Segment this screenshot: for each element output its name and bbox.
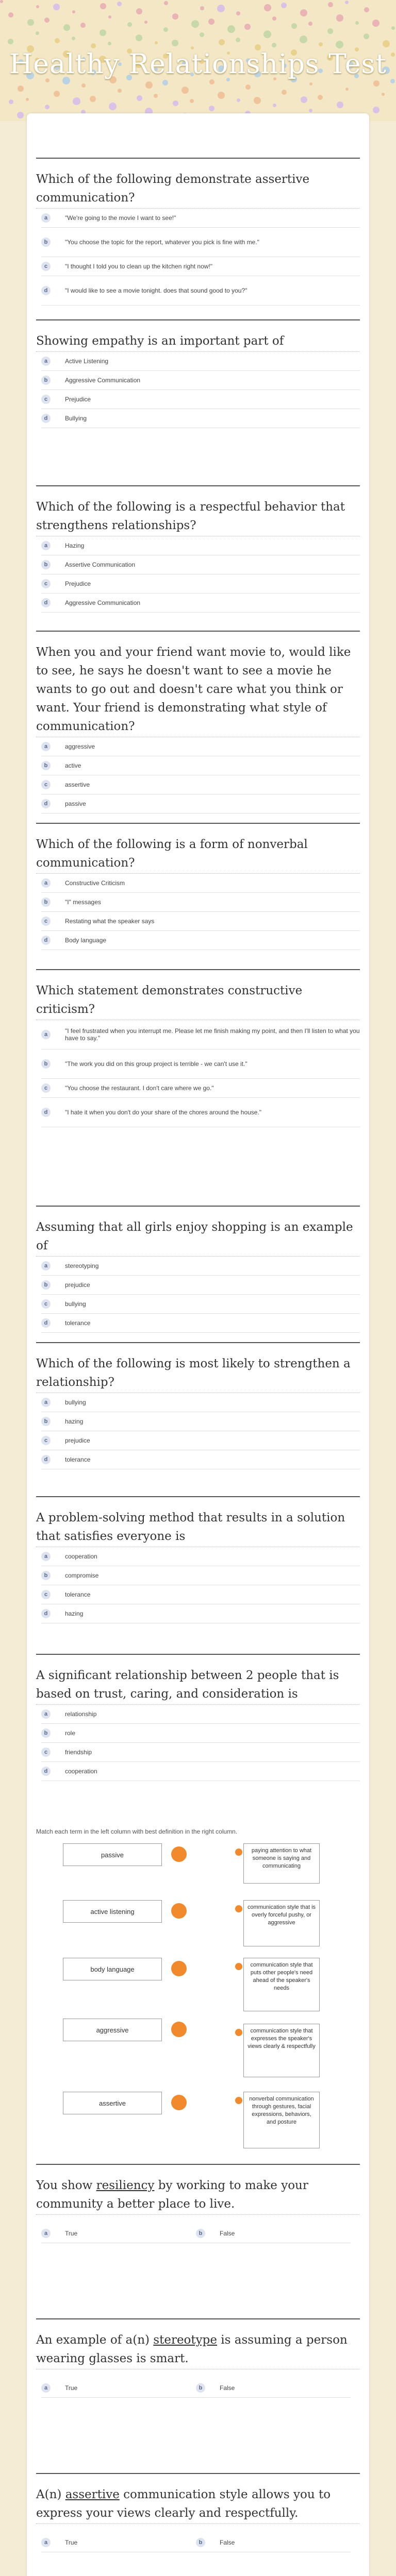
confetti-dot [17,112,24,118]
option-label: prejudice [65,1281,90,1289]
question-text: Which of the following demonstrate assertive communication? [36,173,310,205]
confetti-dot [0,0,3,3]
option-label: role [65,1730,76,1737]
page-title: Healthy Relationships Test [9,49,387,80]
option-letter: a [41,1030,51,1039]
match-definition-handle[interactable] [235,1905,242,1912]
option-letter: c [41,917,51,926]
confetti-dot [26,98,29,101]
option-letter: b [41,1280,51,1290]
option-letter: d [41,936,51,945]
confetti-dot [191,20,199,28]
confetti-dot [282,90,287,95]
answer-option[interactable] [41,893,360,912]
option-letter: c [41,1436,51,1445]
answer-option[interactable] [41,409,360,428]
option-letter: d [41,799,51,808]
confetti-dot [281,3,287,8]
answer-option[interactable] [41,1724,360,1743]
answer-option[interactable] [41,228,360,257]
answer-option[interactable] [41,775,360,794]
option-letter: d [41,598,51,607]
question-text [36,2331,360,2368]
option-label: hazing [65,1418,84,1425]
option-letter: a [41,1709,51,1719]
match-term[interactable]: assertive [63,2092,162,2114]
confetti-dot [154,94,158,98]
confetti-dot [254,97,261,104]
confetti-dot [55,38,60,43]
confetti-dot [18,86,24,92]
confetti-dot [63,24,70,31]
option-label: "I would like to see a movie tonight. does that sound good to you?" [65,287,248,294]
confetti-dot [245,84,251,90]
option-label: True [65,2539,78,2546]
option-label: passive [65,800,86,807]
answer-option[interactable] [41,1295,360,1314]
option-letter: b [196,2383,205,2393]
confetti-dot [318,95,323,100]
option-letter: b [41,761,51,770]
match-definition[interactable]: nonverbal communication through gestures, facial expressions, behaviors, and posture [243,2092,320,2148]
option-label: assertive [65,781,90,788]
confetti-dot [218,92,225,99]
divider [36,2214,360,2215]
option-letter: b [41,376,51,385]
answer-option[interactable] [41,1604,360,1623]
option-letter: a [41,878,51,888]
question-block [36,158,360,306]
option-letter: b [41,1571,51,1580]
option-label: Assertive Communication [65,561,136,568]
confetti-dot [8,39,13,44]
option-label: Restating what the speaker says [65,918,155,925]
option-label: Aggressive Communication [65,599,141,606]
confetti-dot [272,16,276,21]
confetti-dot [236,38,240,42]
question-block [36,485,360,613]
answer-option[interactable] [41,1566,360,1585]
option-letter: d [41,286,51,295]
option-label: friendship [65,1749,92,1756]
confetti-dot [9,99,13,104]
confetti-dot [182,87,189,94]
match-definition-handle[interactable] [235,2029,242,2036]
statement-end: communication style allows you to express your views clearly and respectfully. [36,2488,331,2520]
answer-option[interactable] [41,1705,360,1724]
confetti-dot [81,83,86,88]
question-text: Which of the following is a respectful behavior that strengthens relationships? [36,500,345,532]
confetti-dot [172,40,178,46]
option-letter: a [41,541,51,550]
confetti-dot [172,13,178,20]
question-block [36,2473,360,2552]
option-letter: b [196,2538,205,2547]
option-letter: b [196,2229,205,2238]
confetti-dot [263,30,271,38]
answer-option[interactable] [41,555,360,574]
confetti-dot [155,41,158,44]
confetti-dot [36,31,39,35]
option-letter: c [41,1748,51,1757]
option-letter: c [41,1590,51,1599]
confetti-dot [209,106,214,111]
option-letter: c [41,579,51,588]
answer-option[interactable] [41,1585,360,1604]
confetti-dot [90,96,96,102]
match-term[interactable]: active listening [63,1900,162,1923]
statement-underlined: stereotype [153,2333,217,2347]
option-label: tolerance [65,1591,91,1598]
confetti-dot [319,42,323,46]
confetti-dot [117,2,122,6]
option-letter: b [41,560,51,569]
question-text: When you and your friend want movie to, would like to see, he says he doesn't want to see a movie he wants to go out and doesn't care what you think or want. Your friend is demonstrating what style of communication? [36,646,351,733]
option-label: "I hate it when you don't do your share of the chores around the house." [65,1109,262,1116]
confetti-dot [200,6,204,10]
option-label: tolerance [65,1456,91,1463]
answer-option[interactable] [41,1257,360,1276]
option-letter: a [41,2538,51,2547]
match-definition-handle[interactable] [235,1963,242,1970]
option-letter: d [41,1108,51,1117]
match-term[interactable]: passive [63,1843,162,1866]
confetti-dot [291,23,297,29]
option-letter: c [41,1083,51,1093]
option-label: False [220,2230,235,2237]
answer-option[interactable] [41,1276,360,1295]
option-label: cooperation [65,1553,97,1560]
answer-option[interactable] [41,1049,360,1079]
question-text: Which of the following is a form of nonverbal communication? [36,838,308,870]
option-label: hazing [65,1610,84,1617]
match-definition-handle[interactable] [235,2097,242,2104]
option-label: "We're going to the movie I want to see!" [65,214,176,222]
answer-option[interactable] [41,1020,360,1049]
false-option[interactable] [196,2224,351,2243]
test-card [27,113,369,2576]
true-option[interactable] [41,2224,196,2243]
matching-section [27,1823,351,2125]
question-block [36,1654,360,1781]
statement-start: A(n) [36,2488,65,2501]
confetti-dot [345,1,349,4]
confetti-dot [219,39,225,45]
answer-option[interactable] [41,874,360,893]
answer-option[interactable] [41,794,360,814]
answer-option[interactable] [41,536,360,555]
option-label: stereotyping [65,1262,99,1269]
match-term-handle[interactable] [171,1903,187,1919]
confetti-dot [144,21,147,24]
true-option[interactable] [41,2533,196,2552]
match-term-handle[interactable] [171,1961,187,1976]
statement-end: by working to make your community a better place to live. [36,2179,308,2211]
confetti-dot [44,18,50,23]
confetti-dot [372,20,380,27]
match-term[interactable]: aggressive [63,2019,162,2041]
confetti-dot [53,4,60,10]
confetti-dot [209,79,214,84]
option-letter: c [41,395,51,404]
question-text [36,2176,360,2213]
option-label: Prejudice [65,396,91,403]
confetti-dot [54,91,60,97]
confetti-dot [301,96,307,103]
answer-option[interactable] [41,1743,360,1762]
question-block [36,2318,360,2398]
confetti-dot [100,29,106,36]
answer-option[interactable] [41,1393,360,1412]
true-option[interactable] [41,2379,196,2398]
option-letter: d [41,1767,51,1776]
option-label: "The work you did on this group project is terrible - we can't use it." [65,1060,248,1067]
question-block [36,2164,360,2243]
match-definition-handle[interactable] [235,1849,242,1856]
confetti-dot [355,21,359,25]
option-label: Prejudice [65,580,91,587]
answer-option[interactable] [41,1431,360,1450]
option-letter: d [41,1609,51,1618]
confetti-dot [273,104,276,107]
option-label: "I" messages [65,899,101,906]
question-text: Which statement demonstrates constructive criticism? [36,984,303,1016]
option-label: False [220,2384,235,2392]
statement-underlined: resiliency [96,2179,155,2192]
option-letter: b [41,1728,51,1738]
answer-option[interactable] [41,209,360,228]
confetti-dot [108,15,111,19]
confetti-dot [327,28,333,34]
match-instruction: Match each term in the left column with best definition in the right column. [36,1828,238,1835]
answer-option[interactable] [41,756,360,775]
option-label: cooperation [65,1768,97,1775]
confetti-dot [118,89,122,93]
confetti-dot [264,4,271,11]
confetti-dot [145,81,153,89]
question-block [36,969,360,1127]
confetti-dot [373,107,380,113]
option-letter: a [41,742,51,751]
answer-option[interactable] [41,276,360,306]
confetti-dot [336,41,343,48]
confetti-dot [100,3,106,9]
confetti-dot [391,26,395,30]
option-label: "I thought I told you to clean up the kitchen right now!" [65,263,213,270]
confetti-dot [217,5,225,12]
answer-option[interactable] [41,737,360,756]
option-letter: a [41,357,51,366]
answer-option[interactable] [41,352,360,371]
option-letter: a [41,1261,51,1270]
match-term[interactable]: body language [63,1958,162,1980]
option-letter: b [41,1417,51,1426]
confetti-dot [127,22,132,27]
confetti-dot [308,22,312,26]
option-label: Aggressive Communication [65,377,141,384]
confetti-dot [345,88,349,91]
answer-option[interactable] [41,1314,360,1333]
confetti-dot [244,24,251,30]
confetti-dot [164,1,168,5]
confetti-dot [364,33,369,39]
divider [36,2523,360,2524]
confetti-dot [27,19,34,26]
header-banner [0,0,396,121]
confetti-dot [91,43,96,48]
option-letter: c [41,780,51,789]
option-label: Constructive Criticism [65,879,125,887]
match-term-handle[interactable] [171,2095,187,2110]
option-label: aggressive [65,743,95,750]
option-label: Hazing [65,542,85,549]
option-label: relationship [65,1710,97,1718]
answer-option[interactable] [41,1762,360,1781]
option-letter: a [41,213,51,223]
question-block [36,319,360,428]
option-letter: b [41,238,51,247]
confetti-dot [109,103,117,110]
option-label: True [65,2230,78,2237]
option-letter: a [41,2229,51,2238]
option-label: compromise [65,1572,99,1579]
match-definition[interactable]: paying attention to what someone is saying and communicating [243,1843,320,1884]
match-term-handle[interactable] [171,2022,187,2037]
confetti-dot [364,7,369,12]
option-label: tolerance [65,1319,91,1327]
option-label: False [220,2539,235,2546]
confetti-dot [162,80,168,86]
option-letter: a [41,2383,51,2393]
match-definition[interactable]: communication style that puts other people's need ahead of the speaker's needs [243,1958,320,2011]
confetti-dot [136,8,142,14]
match-definition[interactable]: communication style that expresses the speaker's views clearly & respectfully [243,2024,320,2077]
confetti-dot [8,12,13,18]
option-label: "I feel frustrated when you interrupt me. Please let me finish making my point, and then I'll listen to what you have to say." [65,1027,360,1042]
answer-option[interactable] [41,1098,360,1127]
question-block [36,631,360,814]
answer-option[interactable] [41,390,360,409]
confetti-dot [36,5,39,8]
match-definition[interactable]: communication style that is overly forceful pushy, or aggressive [243,1900,320,1946]
statement-start: You show [36,2179,96,2192]
confetti-dot [300,36,307,43]
answer-option[interactable] [41,574,360,594]
option-letter: b [41,1059,51,1069]
confetti-dot [73,97,80,105]
option-label: Active Listening [65,358,109,365]
option-label: bullying [65,1300,86,1308]
answer-option[interactable] [41,257,360,276]
option-letter: a [41,1552,51,1561]
answer-option[interactable] [41,1412,360,1431]
option-letter: c [41,262,51,271]
confetti-dot [227,25,235,33]
statement-start: An example of a(n) [36,2333,154,2347]
answer-option[interactable] [41,1450,360,1469]
true-false-options [41,2224,360,2243]
option-letter: b [41,897,51,907]
answer-option[interactable] [41,1547,360,1566]
false-option[interactable] [196,2379,351,2398]
confetti-dot [137,95,142,101]
confetti-dot [190,99,194,103]
confetti-dot [173,100,178,106]
option-letter: d [41,1455,51,1464]
question-block [36,1342,360,1469]
confetti-dot [336,14,343,22]
confetti-dot [383,40,390,47]
confetti-dot [309,82,312,86]
option-label: Bullying [65,415,87,422]
confetti-dot [80,23,86,28]
option-label: Body language [65,937,107,944]
answer-option[interactable] [41,931,360,950]
statement-end: is assuming a person wearing glasses is smart. [36,2333,348,2365]
option-letter: d [41,1318,51,1328]
question-text: Which of the following is most likely to strengthen a relationship? [36,1357,351,1389]
confetti-dot [72,10,75,13]
question-text: Showing empathy is an important part of [36,334,284,348]
question-block [36,1206,360,1333]
confetti-dot [136,35,142,41]
true-false-options [41,2533,360,2552]
question-text [36,2485,360,2522]
option-letter: c [41,1299,51,1309]
option-label: True [65,2384,78,2392]
statement-underlined: assertive [65,2488,120,2501]
confetti-dot [45,105,50,109]
option-letter: a [41,1398,51,1407]
option-label: prejudice [65,1437,90,1444]
confetti-dot [382,93,385,96]
confetti-dot [108,42,111,45]
confetti-dot [373,80,380,87]
false-option[interactable] [196,2533,351,2552]
option-label: bullying [65,1399,86,1406]
confetti-dot [337,101,343,108]
confetti-dot [309,109,312,112]
confetti-dot [200,32,204,37]
confetti-dot [208,19,214,25]
option-label: active [65,762,81,769]
answer-option[interactable] [41,1079,360,1098]
confetti-dot [72,37,75,40]
confetti-dot [163,27,168,32]
question-text: A problem-solving method that results in a solution that satisfies everyone is [36,1511,345,1543]
confetti-dot [236,11,240,15]
true-false-options [41,2379,360,2398]
confetti-dot [300,9,307,16]
answer-option[interactable] [41,912,360,931]
confetti-dot [328,2,333,7]
option-label: "You choose the restaurant. I don't care where we go." [65,1084,214,1092]
confetti-dot [237,98,240,102]
confetti-dot [272,43,276,47]
option-label: "You choose the topic for the report, whatever you pick is fine with me." [65,239,259,246]
answer-option[interactable] [41,594,360,613]
question-block [36,823,360,950]
question-text: Assuming that all girls enjoy shopping is an example of [36,1221,353,1252]
question-text: A significant relationship between 2 people that is based on trust, caring, and consideration is [36,1669,339,1701]
question-block [36,1496,360,1623]
answer-option[interactable] [41,371,360,390]
option-letter: d [41,414,51,423]
match-term-handle[interactable] [171,1846,187,1862]
